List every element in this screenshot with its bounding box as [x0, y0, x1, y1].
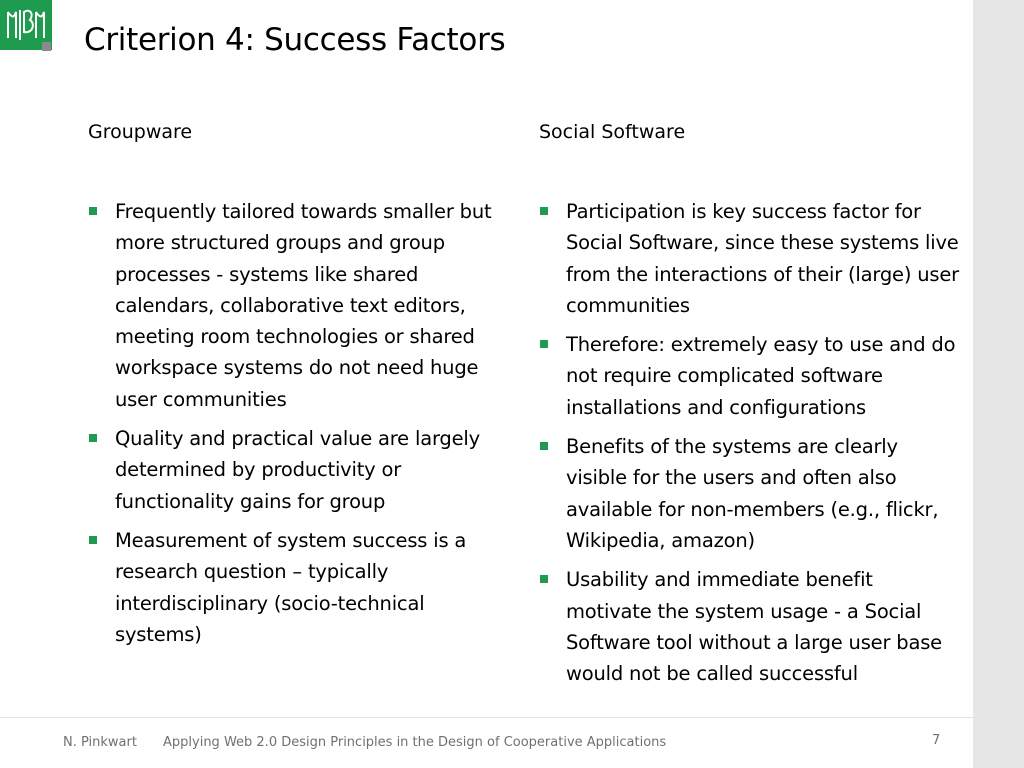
bullet-square-icon	[540, 340, 548, 348]
bullet-square-icon	[540, 575, 548, 583]
list-item	[88, 525, 508, 650]
list-item	[88, 423, 508, 517]
social-software-bullet-list	[539, 196, 959, 689]
bullet-square-icon	[89, 434, 97, 442]
bullet-text: Measurement of system success is a research question – typically interdisciplinary (socio-technical systems)	[115, 528, 467, 646]
logo-accent-square	[42, 42, 51, 51]
bullet-text: Therefore: extremely easy to use and do not require complicated software installations and configurations	[566, 333, 956, 419]
bullet-square-icon	[540, 207, 548, 215]
footer-talk-title: Applying Web 2.0 Design Principles in the Design of Cooperative Applications	[163, 735, 667, 750]
slide-title: Criterion 4: Success Factors	[84, 22, 506, 58]
social-software-heading: Social Software	[539, 121, 686, 143]
list-item	[539, 431, 959, 556]
bullet-text: Participation is key success factor for Social Software, since these systems live from the interactions of their (large) user communities	[566, 200, 959, 317]
bullet-text: Quality and practical value are largely determined by productivity or functionality gains for group	[115, 427, 480, 513]
groupware-heading: Groupware	[88, 121, 193, 143]
university-logo	[0, 0, 52, 50]
right-side-band	[973, 0, 1024, 768]
groupware-bullet-list	[88, 196, 508, 650]
list-item	[539, 564, 959, 689]
groupware-column	[88, 118, 508, 658]
list-item	[88, 196, 508, 415]
bullet-text: Benefits of the systems are clearly visible for the users and often also available for non-members (e.g., flickr, Wikipedia, amazon)	[566, 435, 939, 552]
bullet-text: Usability and immediate benefit motivate the system usage - a Social Software tool without a large user base would not be called successful	[566, 568, 942, 686]
social-software-column	[539, 118, 959, 697]
list-item	[539, 329, 959, 423]
list-item	[539, 196, 959, 321]
bullet-square-icon	[89, 536, 97, 544]
page-number: 7	[932, 733, 941, 748]
bullet-square-icon	[540, 442, 548, 450]
footer-author: N. Pinkwart	[63, 735, 137, 750]
bullet-square-icon	[89, 207, 97, 215]
bullet-text: Frequently tailored towards smaller but more structured groups and group processes - systems like shared calendars, collaborative text editors, meeting room technologies or shared workspace systems do not need huge user communities	[115, 200, 492, 411]
footer-divider	[0, 717, 973, 718]
